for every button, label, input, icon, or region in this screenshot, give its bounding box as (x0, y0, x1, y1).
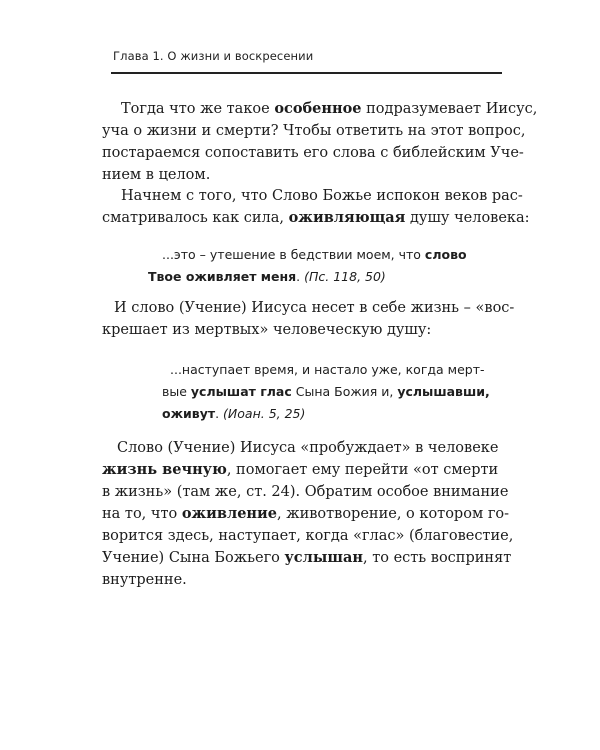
text-run: . (296, 269, 305, 284)
scripture-quote-2 (162, 360, 490, 423)
emphasis-text: услышан (284, 549, 363, 566)
text-run: ...это – утешение в бедствии моем, что (162, 247, 425, 262)
emphasis-text: услышат глас (190, 384, 292, 399)
emphasis-text: жизнь вечную (102, 461, 227, 478)
text-line: внутренне. (102, 572, 187, 588)
paragraph-4 (102, 437, 514, 591)
text-line: в жизнь» (там же, ст. 24). Обратим особое внимание (102, 484, 509, 500)
text-run: Учение) Сына Божьего (102, 550, 285, 566)
text-run: сматривалось как сила, (102, 210, 289, 226)
paragraph-3 (102, 297, 515, 341)
running-head: Глава 1. О жизни и воскресении (113, 49, 314, 63)
scripture-quote-1 (120, 245, 467, 286)
emphasis-text: слово (424, 247, 467, 262)
quote-line (162, 404, 490, 423)
text-line: нием в целом. (102, 167, 211, 183)
text-line: крешает из мертвых» человеческую душу: (102, 322, 432, 338)
text-line (102, 503, 510, 525)
text-run: душу человека: (405, 210, 530, 226)
emphasis-text: услышавши, (397, 384, 490, 399)
text-run: подразумевает Иисус, (361, 101, 538, 117)
scripture-reference: (Иоан. 5, 25) (223, 406, 306, 421)
text-run: на то, что (102, 506, 182, 522)
header-rule (111, 72, 502, 74)
text-run: Сына Божия и, (291, 384, 398, 399)
emphasis-text: особенное (274, 100, 362, 117)
quote-line (120, 245, 467, 264)
paragraph-2 (102, 185, 530, 229)
text-line: уча о жизни и смерти? Чтобы ответить на этот вопрос, (102, 123, 526, 139)
emphasis-text: оживут (162, 406, 216, 421)
text-line: Слово (Учение) Иисуса «пробуждает» в человеке (117, 440, 499, 456)
text-run: . (215, 406, 224, 421)
emphasis-text: оживляющая (288, 209, 406, 226)
text-line (102, 459, 503, 481)
quote-line: ...наступает время, и настало уже, когда мерт- (170, 362, 485, 377)
text-run: Тогда что же такое (121, 101, 275, 117)
quote-line (120, 267, 467, 286)
text-run: , помогает ему перейти «от смерти (226, 462, 499, 478)
text-line (117, 98, 538, 120)
text-run: вые (162, 384, 191, 399)
text-line: И слово (Учение) Иисуса несет в себе жизнь – «вос- (114, 300, 515, 316)
scripture-reference: (Пс. 118, 50) (304, 269, 386, 284)
text-line: постараемся сопоставить его слова с библейским Уче- (102, 145, 524, 161)
paragraph-1 (102, 98, 538, 186)
text-line (102, 207, 530, 229)
text-line: ворится здесь, наступает, когда «глас» (благовестие, (102, 528, 514, 544)
text-line (102, 547, 512, 569)
text-run: , животворение, о котором го- (277, 506, 510, 522)
emphasis-text: оживление (181, 505, 278, 522)
emphasis-text: Твое оживляет меня (148, 269, 297, 284)
quote-line (162, 382, 490, 401)
text-line: Начнем с того, что Слово Божье испокон веков рас- (121, 188, 523, 204)
text-run: , то есть воспринят (362, 550, 512, 566)
